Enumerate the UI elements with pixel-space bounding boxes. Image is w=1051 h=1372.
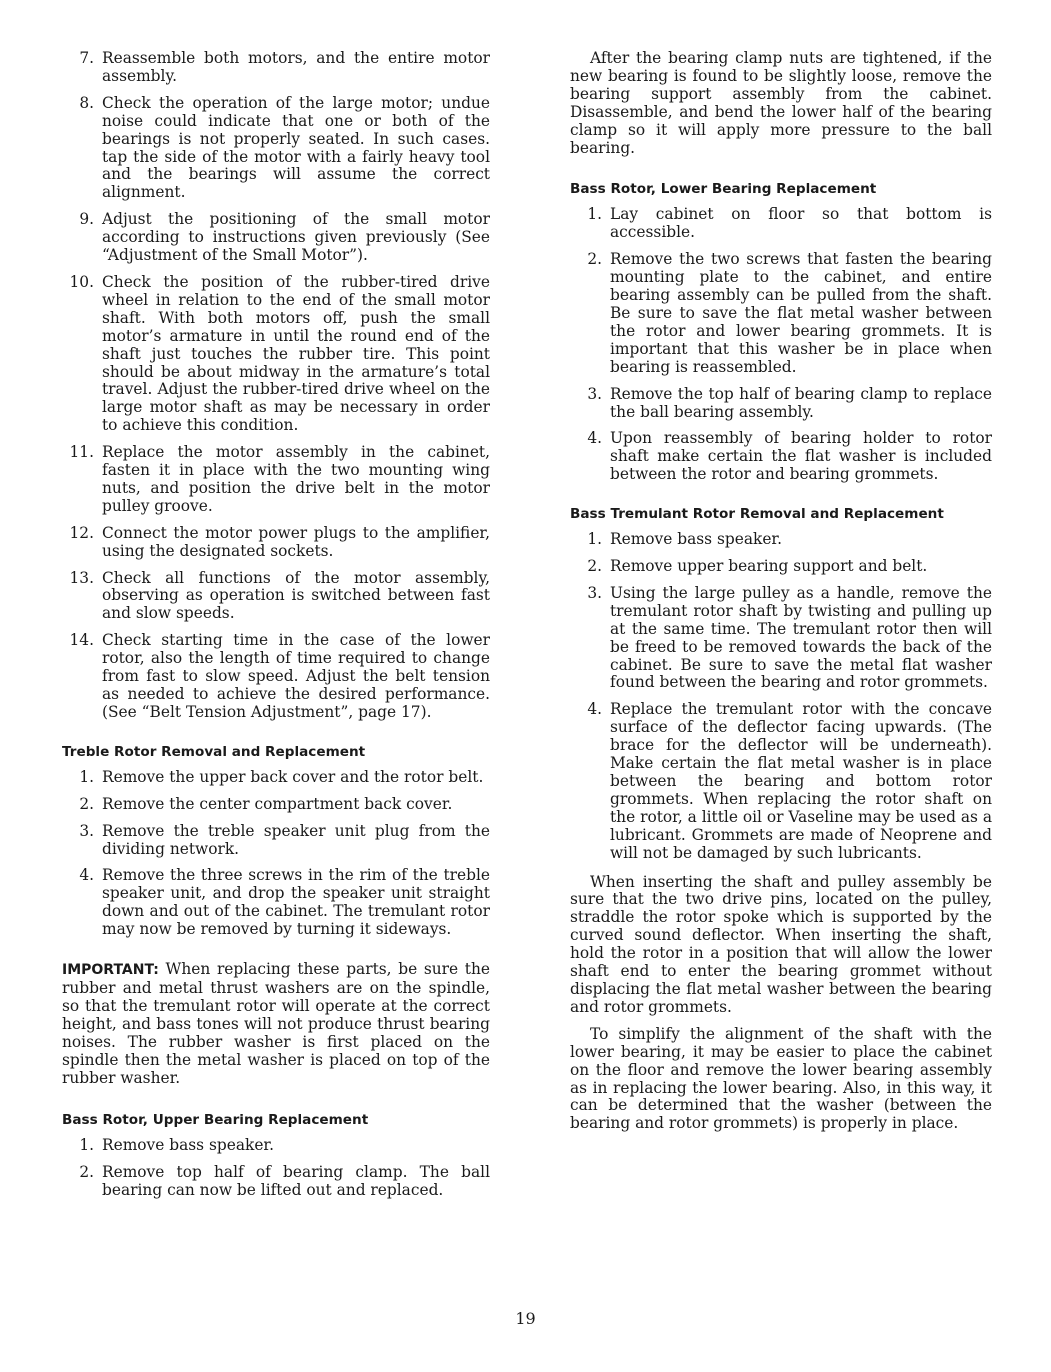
- list-item: [62, 570, 490, 624]
- list-item: [570, 558, 992, 576]
- intro-paragraph: After the bearing clamp nuts are tightened, if the new bearing is found to be slightly loose, remove the bearing support assembly from the cabinet. Disassemble, and bend the lower half of the bearing clamp so it will apply more pressure to the ball bearing.: [570, 49, 992, 157]
- list-item: [62, 95, 490, 202]
- bass-tremulant-steps-list: [570, 531, 992, 862]
- list-item-number: 10.: [69, 272, 94, 291]
- list-item-text: Remove the treble speaker unit plug from the dividing network.: [102, 821, 490, 858]
- list-item: [62, 867, 490, 939]
- list-item-text: Remove upper bearing support and belt.: [610, 557, 928, 576]
- bass-lower-steps-list: [570, 206, 992, 484]
- treble-steps-list: [62, 769, 490, 939]
- list-item-number: 1.: [79, 767, 94, 786]
- list-item: [62, 211, 490, 265]
- list-item: [62, 769, 490, 787]
- list-item-number: 2.: [587, 250, 602, 269]
- list-item-text: Check all functions of the motor assembly, observing as operation is switched between fast and slow speeds.: [102, 568, 490, 623]
- list-item-text: Check starting time in the case of the lower rotor, also the length of time required to change from fast to slow speed. Adjust the belt tension as needed to achieve the desired performance. (See “Belt Tension Adjustment”, page 17).: [102, 631, 490, 721]
- list-item-text: Remove top half of bearing clamp. The ball bearing can now be lifted out and replaced.: [102, 1163, 490, 1200]
- important-note: [62, 961, 490, 1087]
- list-item: [62, 1164, 490, 1200]
- list-item: [570, 386, 992, 422]
- list-item: [62, 444, 490, 516]
- list-item: [570, 531, 992, 549]
- list-item-number: 2.: [79, 794, 94, 813]
- list-item: [570, 251, 992, 376]
- list-item-number: 1.: [587, 205, 602, 224]
- list-item-number: 4.: [587, 700, 602, 719]
- list-item-number: 1.: [79, 1136, 94, 1155]
- list-item-number: 2.: [587, 557, 602, 576]
- list-item-text: Upon reassembly of bearing holder to rotor shaft make certain the flat washer is included between the rotor and bearing grommets.: [610, 429, 992, 484]
- list-item-text: Remove the center compartment back cover.: [102, 794, 453, 813]
- list-item-number: 3.: [79, 821, 94, 840]
- bass-tremulant-heading: Bass Tremulant Rotor Removal and Replacement: [570, 506, 944, 523]
- list-item-text: Reassemble both motors, and the entire motor assembly.: [102, 49, 490, 85]
- list-item-text: Lay cabinet on floor so that bottom is accessible.: [610, 205, 992, 242]
- list-item-number: 3.: [587, 583, 602, 602]
- list-item-number: 8.: [79, 93, 94, 112]
- list-item: [62, 823, 490, 859]
- list-item-number: 7.: [79, 49, 94, 67]
- list-item-number: 12.: [69, 523, 94, 542]
- list-item: [570, 585, 992, 692]
- right-column: [570, 50, 992, 1133]
- list-item-text: Connect the motor power plugs to the amplifier, using the designated sockets.: [102, 523, 490, 560]
- list-item-number: 14.: [69, 631, 94, 650]
- list-item-text: Remove the two screws that fasten the bearing mounting plate to the cabinet, and entire bearing assembly can be pulled from the shaft. Be sure to save the flat metal washer between the rotor and lower bearing grommets. It is important that this washer be in place when bearing is reassembled.: [610, 250, 992, 376]
- list-item: [62, 50, 490, 86]
- important-label: IMPORTANT:: [62, 962, 159, 979]
- list-item: [62, 632, 490, 722]
- list-item-text: Check the position of the rubber-tired drive wheel in relation to the end of the small motor shaft. With both motors off, push the small motor’s armature in until the round end of the shaft just touches the rubber tire. This point should be about midway in the armature’s total travel. Adjust the rubber-tired drive wheel on the large motor shaft as may be necessary in order to achieve this condition.: [102, 272, 490, 435]
- list-item-number: 11.: [69, 443, 94, 462]
- list-item-text: Adjust the positioning of the small motor according to instructions given previously (See “Adjustment of the Small Motor”).: [102, 210, 490, 265]
- list-item-text: Remove bass speaker.: [610, 530, 782, 549]
- list-item-number: 9.: [79, 210, 94, 229]
- list-item: [62, 274, 490, 435]
- important-text: When replacing these parts, be sure the rubber and metal thrust washers are on the spindle, so that the tremulant rotor will operate at the correct height, and bass tones will not produce thrust bearing noises. The rubber washer is first placed on the spindle then the metal washer is placed on top of the rubber washer.: [62, 960, 490, 1087]
- list-item-number: 13.: [69, 568, 94, 587]
- list-item: [570, 430, 992, 484]
- treble-rotor-heading: Treble Rotor Removal and Replacement: [62, 743, 366, 760]
- list-item-text: Using the large pulley as a handle, remove the tremulant rotor shaft by twisting and pulling up at the same time. The tremulant rotor then will be freed to be removed towards the back of the cabinet. Be sure to save the metal flat washer found between the bearing and rotor grommets.: [610, 583, 992, 692]
- alignment-paragraph: To simplify the alignment of the shaft with the lower bearing, it may be easier to place the cabinet on the floor and remove the lower bearing assembly as in replacing the lower bearing. Also, in this way, it can be determined that the washer (between the bearing and rotor grommets) is properly in place.: [570, 1024, 992, 1133]
- list-item-text: Remove bass speaker.: [102, 1136, 274, 1155]
- list-item: [62, 1137, 490, 1155]
- list-item-number: 4.: [79, 866, 94, 885]
- list-item: [62, 796, 490, 814]
- list-item: [570, 701, 992, 862]
- list-item-number: 1.: [587, 530, 602, 549]
- list-item-text: Replace the motor assembly in the cabinet, fasten it in place with the two mounting wing nuts, and position the drive belt in the motor pulley groove.: [102, 443, 490, 515]
- shaft-insert-paragraph: When inserting the shaft and pulley assembly be sure that the two drive pins, located on the pulley, straddle the rotor spoke which is supported by the curved sound deflector. When inserting the shaft, hold the rotor in a position that will allow the lower shaft end to enter the bearing grommet without displacing the flat metal washer between the bearing and rotor grommets.: [570, 872, 992, 1016]
- bass-lower-heading: Bass Rotor, Lower Bearing Replacement: [570, 181, 877, 198]
- list-item: [62, 525, 490, 561]
- list-item-text: Remove the three screws in the rim of the treble speaker unit, and drop the speaker unit straight down and out of the cabinet. The tremulant rotor may now be removed by turning it sideways.: [102, 866, 490, 939]
- list-item-text: Remove the top half of bearing clamp to replace the ball bearing assembly.: [610, 384, 992, 421]
- list-item-number: 3.: [587, 384, 602, 403]
- list-item-number: 2.: [79, 1163, 94, 1182]
- bass-upper-heading: Bass Rotor, Upper Bearing Replacement: [62, 1112, 369, 1129]
- list-item-text: Check the operation of the large motor; undue noise could indicate that one or both of the bearings is not properly seated. In such cases. tap the side of the motor with a fairly heavy tool and the bearings will assume the correct alignment.: [102, 93, 490, 202]
- list-item-text: Remove the upper back cover and the rotor belt.: [102, 767, 484, 786]
- left-column: [62, 50, 490, 1200]
- page-number: 19: [515, 1309, 536, 1328]
- list-item: [570, 206, 992, 242]
- motor-steps-list: [62, 50, 490, 722]
- list-item-text: Replace the tremulant rotor with the concave surface of the deflector facing upwards. (The brace for the deflector will be underneath). Make certain the flat metal washer is in place between the bearing and bottom rotor grommets. When replacing the rotor shaft on the rotor, a little oil or Vaseline may be used as a lubricant. Grommets are made of Neoprene and will not be damaged by such lubricants.: [610, 700, 992, 862]
- list-item-number: 4.: [587, 429, 602, 448]
- bass-upper-steps-list: [62, 1137, 490, 1200]
